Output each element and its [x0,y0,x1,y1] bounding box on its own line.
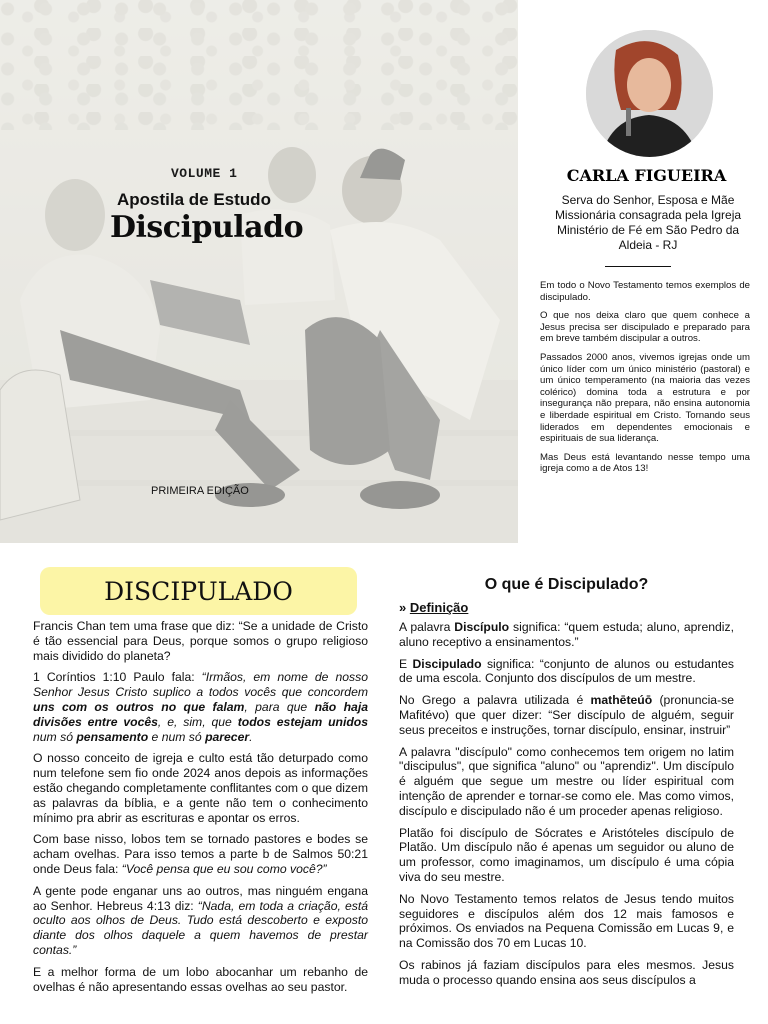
paragraph: A gente pode enganar uns ao outros, mas ninguém engana ao Senhor. Hebreus 4:13 diz: “Nada, em toda a criação, está oculto aos olhos de Deus. Tudo está descoberto e exposto diante dos olhos daquele a quem havemos de prestar contas.” [33,883,368,957]
left-column [33,619,368,1001]
paragraph: Francis Chan tem uma frase que diz: “Se a unidade de Cristo é tão essencial para Deus, porque somos o grupo religioso mais dividido do planeta? [33,619,368,663]
cover-panel [0,0,518,543]
paragraph: E a melhor forma de um lobo abocanhar um rebanho de ovelhas é não apresentando essas ovelhas ao seu pastor. [33,964,368,994]
intro-paragraph: Mas Deus está levantando nesse tempo uma igreja como a de Atos 13! [540,451,750,475]
subheading: » Definição [399,600,469,615]
edition-label: PRIMEIRA EDIÇÃO [151,485,249,497]
paragraph: O nosso conceito de igreja e culto está tão deturpado como num telefone sem fio onde 2024 anos depois as informações estão chegando completamente conflitantes com o que dizem as palavras da bíblia, e a gente não tem o conhecimento mínimo pra abrir as escrituras e apontar os erros. [33,751,368,825]
author-name: CARLA FIGUEIRA [566,166,727,185]
paragraph: Os rabinos já faziam discípulos para eles mesmos. Jesus muda o processo quando ensina aos seus discípulos a [399,957,734,987]
right-column [399,620,734,995]
divider [605,266,671,267]
paragraph: A palavra Discípulo significa: “quem estuda; aluno, aprendiz, aluno receptivo a ensinamentos.” [399,620,734,649]
intro-paragraph: Em todo o Novo Testamento temos exemplos de discipulado. [540,280,750,303]
section-heading: DISCIPULADO [104,577,293,606]
cover-subtitle: Apostila de Estudo [117,190,271,209]
author-intro [540,280,750,482]
section-heading: O que é Discipulado? [484,576,649,593]
paragraph: 1 Coríntios 1:10 Paulo fala: “Irmãos, em nome de nosso Senhor Jesus Cristo suplico a todos vocês que concordem uns com os outros no que falam, para que não haja divisões entre vocês, e, sim, que todos estejam unidos num só pensamento e num só parecer. [33,670,369,744]
intro-paragraph: Passados 2000 anos, vivemos igrejas onde um único líder com um único ministério (pastoral) e um único temperamento (na maioria das vezes colérico) domina toda a estrutura e por insegurança não prepara, não ensina autonomia e liberdade espiritual em Cristo. Tornando seus liderados em dependentes emocionais e espirituais de sua liderança. [540,351,750,445]
author-portrait [586,30,713,157]
paragraph: No Novo Testamento temos relatos de Jesus tendo muitos seguidores e discípulos além dos 12 mais famosos e próximos. Os enviados na Pequena Comissão em Lucas 9, e na Comissão dos 70 em Lucas 10. [399,891,734,951]
paragraph: A palavra "discípulo" como conhecemos tem origem no latim "discipulus", que significa "aluno" ou "aprendiz". Um discípulo é alguém que segue um mestre ou líder espiritual com intenção de aprender e tornar-se como ele. Mas como vimos, discípulo e discipulado não é um proceder apenas religioso. [399,744,734,818]
volume-label: VOLUME 1 [171,166,238,181]
paragraph: Platão foi discípulo de Sócrates e Aristóteles discípulo de Platão. Um discípulo não é apenas um seguidor ou aluno de um professor, como imaginamos, um discípulo é uma cópia viva do seu mestre. [399,825,734,884]
cover-title: Discipulado [110,210,304,245]
paragraph: No Grego a palavra utilizada é mathēteúō (pronuncia-se Mafitévo) que quer dizer: “Ser discípulo de alguém, seguir seus preceitos e instruções, tornar discípulo, ensinar, instruir” [399,693,734,737]
author-panel [525,0,768,543]
cover-photo [0,0,518,543]
paragraph: E Discipulado significa: “conjunto de alunos ou estudantes de uma escola. Conjunto dos discípulos de um mestre. [399,656,734,686]
author-role: Serva do Senhor, Esposa e Mãe Missionária consagrada pela Igreja Ministério de Fé em São Pedro da Aldeia - RJ [554,193,742,252]
paragraph: Com base nisso, lobos tem se tornado pastores e bodes se acham ovelhas. Para isso temos a parte b de Salmos 50:21 onde Deus fala: “Você pensa que eu sou como você?” [33,832,368,876]
intro-paragraph: O que nos deixa claro que quem conhece a Jesus precisa ser discipulado e preparado para em breve também discipular a outros. [540,310,750,345]
